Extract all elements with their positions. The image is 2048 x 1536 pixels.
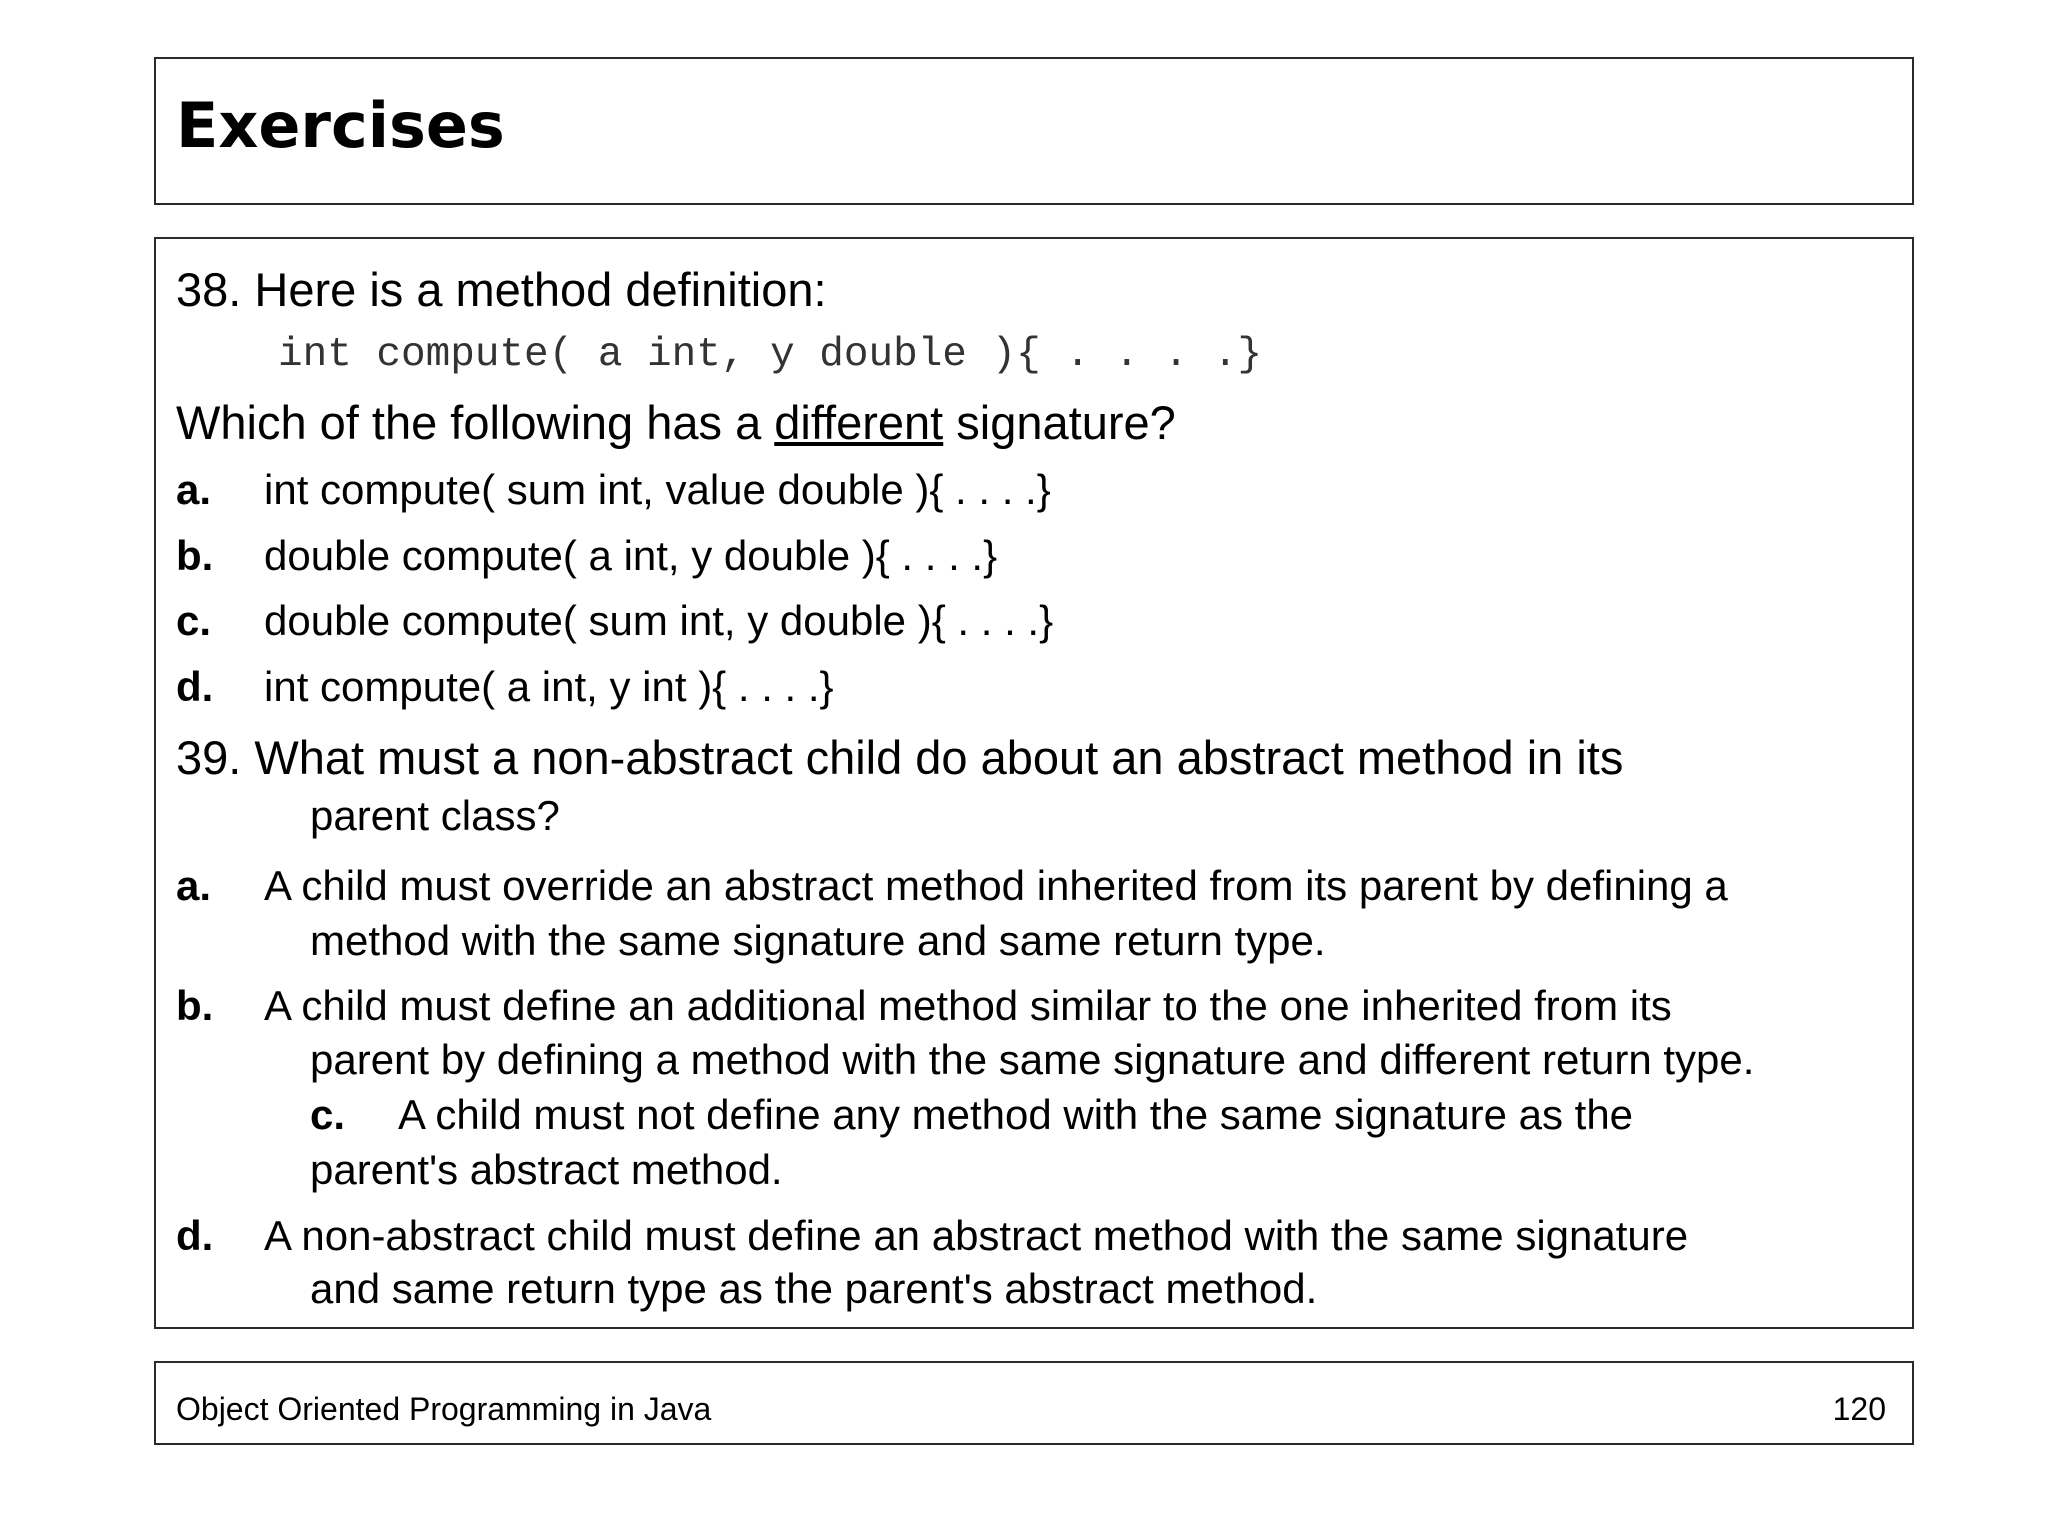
option-text: double compute( a int, y double ){ . . . .}	[264, 532, 998, 579]
page-number: 120	[1832, 1391, 1886, 1427]
q39-option-d-line2: and same return type as the parent's abstract method.	[310, 1265, 1318, 1312]
q38-prompt: 38. Here is a method definition:	[176, 263, 827, 316]
q38-option-c[interactable]	[176, 597, 1054, 644]
option-label: a.	[176, 862, 212, 909]
option-text: A child must not define any method with the same signature as the	[398, 1091, 1634, 1138]
option-label: d.	[176, 663, 214, 710]
option-text: A child must override an abstract method inherited from its parent by defining a	[264, 862, 1728, 909]
q39-option-a-line2: method with the same signature and same return type.	[310, 917, 1326, 964]
q39-option-a[interactable]	[176, 862, 1728, 909]
option-label: d.	[176, 1212, 214, 1259]
q39-prompt-line1: 39. What must a non-abstract child do about an abstract method in its	[176, 731, 1624, 784]
option-text: A non-abstract child must define an abstract method with the same signature	[264, 1212, 1689, 1259]
option-label: c.	[176, 597, 212, 644]
title-box	[154, 57, 1914, 205]
option-text: int compute( sum int, value double ){ . . . .}	[264, 466, 1051, 513]
q38-question	[176, 396, 1176, 449]
q38-option-b[interactable]	[176, 532, 998, 579]
q39-option-d[interactable]	[176, 1212, 1689, 1259]
q38-option-d[interactable]	[176, 663, 834, 710]
option-label: b.	[176, 982, 214, 1029]
q39-prompt-line2: parent class?	[310, 792, 560, 839]
q38-question-before: Which of the following has a	[176, 396, 775, 449]
q38-question-after: signature?	[943, 396, 1176, 449]
q39-option-c-line2: parent's abstract method.	[310, 1146, 783, 1193]
q39-option-b-line2: parent by defining a method with the same signature and different return type.	[310, 1036, 1755, 1083]
content-box	[154, 237, 1914, 1329]
option-label: c.	[310, 1091, 346, 1138]
q38-option-a[interactable]	[176, 466, 1051, 513]
footer-course-title: Object Oriented Programming in Java	[176, 1391, 712, 1427]
option-text: int compute( a int, y int ){ . . . .}	[264, 663, 834, 710]
option-label: b.	[176, 532, 214, 579]
q38-code: int compute( a int, y double ){ . . . .}	[278, 332, 1263, 378]
q39-option-c[interactable]	[310, 1091, 1634, 1138]
option-text: double compute( sum int, y double ){ . . . .}	[264, 597, 1054, 644]
q39-option-b[interactable]	[176, 982, 1672, 1029]
slide-title: Exercises	[176, 89, 505, 162]
q38-question-underlined: different	[774, 396, 944, 449]
option-text: A child must define an additional method similar to the one inherited from its	[264, 982, 1672, 1029]
option-label: a.	[176, 466, 212, 513]
footer-box	[154, 1361, 1914, 1445]
